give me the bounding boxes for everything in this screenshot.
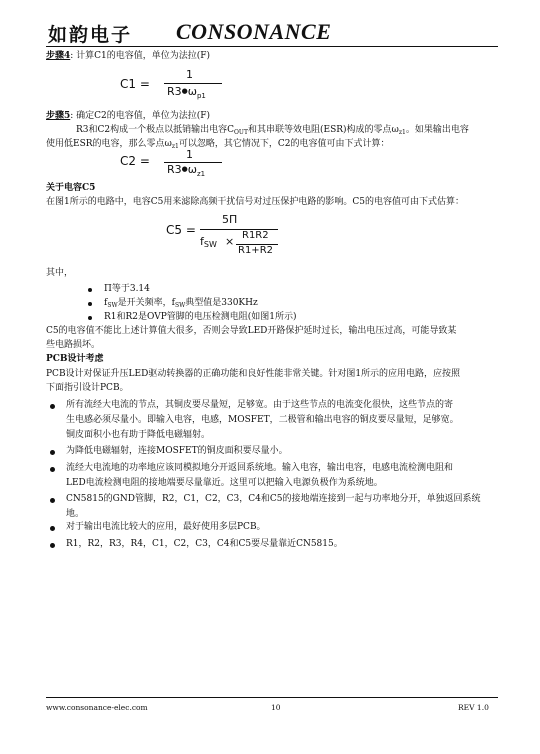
- eq1-den-sub: p1: [196, 92, 206, 100]
- text-run: 典型值是330KHz: [185, 298, 258, 308]
- eq2-den-omega: ω: [187, 163, 197, 176]
- subscript: z1: [171, 143, 179, 150]
- eq2-den-sub: z1: [196, 170, 206, 178]
- bullet-icon: [88, 288, 92, 292]
- text-run: f: [200, 235, 204, 248]
- pcb-bullet-3-line1: 流经大电流地的功率地应该同模拟地分开返回系统地。输入电容，输出电容，电感电流检测电阻和: [66, 463, 454, 473]
- text-run: 。如果输出电容: [405, 125, 469, 135]
- eq1-den-r3: R3: [167, 85, 182, 98]
- dot-operator-icon: ●: [181, 87, 188, 95]
- pcb-bullet-3-line2: LED电流检测电阻的接地端要尽量靠近。这里可以把输入电源负极作为系统地。: [66, 478, 383, 488]
- eq2-lhs: C2 =: [120, 154, 150, 168]
- eq3-numerator: 5Π: [222, 213, 238, 226]
- footer-revision: REV 1.0: [458, 703, 489, 712]
- subscript: SW: [174, 302, 186, 309]
- brand-english-name: CONSONANCE: [176, 19, 332, 44]
- text-run: f: [104, 298, 108, 308]
- pcb-bullet-1-line1: 所有流经大电流的节点，其铜皮要尽量短，足够宽。由于这些节点的电流变化很快，这些节点的寄: [66, 400, 454, 410]
- footer-url[interactable]: www.consonance-elec.com: [46, 703, 148, 712]
- pcb-bullet-4-line1: CN5815的GND管脚，R2，C1，C2，C3，C4和C5的接地端连接到一起与功率地分开，单独返回系统: [66, 494, 481, 504]
- bullet-icon: [50, 404, 55, 409]
- eq2-denominator: [167, 163, 205, 178]
- eq2-numerator: 1: [186, 148, 193, 161]
- step5-label: 步骤5: [46, 111, 71, 121]
- eq1-lhs: C1 =: [120, 77, 150, 91]
- eq1-numerator: 1: [186, 68, 193, 81]
- eq2-den-r3: R3: [167, 163, 182, 176]
- pcb-intro-line1: PCB设计对保证升压LED驱动转换器的正确功能和良好性能非常关键。针对图1所示的应用电路，应按照: [46, 369, 461, 379]
- where-item-3: R1和R2是OVP管脚的电压检测电阻(如图1所示): [104, 312, 297, 322]
- bullet-icon: [88, 302, 92, 306]
- pcb-bullet-2-line1: 为降低电磁辐射，连接MOSFET的铜皮面积要尽量小。: [66, 446, 288, 456]
- subscript: z1: [398, 129, 406, 136]
- pcb-bullet-1-line3: 铜皮面积小也有助于降低电磁辐射。: [66, 430, 211, 440]
- equation-c2: [120, 150, 270, 186]
- equation-c5: [166, 213, 306, 261]
- text-run: 使用低ESR的电容，那么零点ω: [46, 139, 172, 149]
- dot-operator-icon: ●: [181, 165, 188, 173]
- pcb-bullet-4-line2: 地。: [66, 509, 85, 519]
- text-run: R3和C2构成一个极点以抵销输出电容C: [76, 125, 235, 135]
- bullet-icon: [50, 450, 55, 455]
- step5-text: : 确定C2的电容值，单位为法拉(F): [70, 111, 211, 121]
- footer-divider: [46, 697, 498, 698]
- bullet-icon: [50, 498, 55, 503]
- pcb-bullet-1-line2: 生电感必须尽量小。即输入电容，电感，MOSFET，二极管和输出电容的铜皮要尽量短，足够宽。: [66, 415, 459, 425]
- eq3-inner-numerator: R1R2: [242, 230, 269, 241]
- pcb-section-title: PCB设计考虑: [46, 354, 104, 364]
- bullet-icon: [50, 467, 55, 472]
- pcb-bullet-5-line1: 对于输出电流比较大的应用，最好使用多层PCB。: [66, 522, 266, 532]
- eq3-lhs: C5 =: [166, 223, 196, 237]
- c5-section-title: 关于电容C5: [46, 183, 96, 193]
- eq3-times: ×: [225, 235, 235, 248]
- brand-chinese-name: 如韵电子: [48, 24, 133, 46]
- text-run: 可以忽略，其它情况下，C2的电容值可由下式计算：: [178, 139, 390, 149]
- page-header: [46, 18, 506, 44]
- eq3-fsw: [200, 235, 217, 249]
- c5-note-line1: C5的电容值不能比上述计算值大很多，否则会导致LED开路保护延时过长，输出电压过高，可能导致某: [46, 326, 457, 336]
- equation-c1: [120, 70, 270, 110]
- footer-page-number: 10: [271, 703, 281, 712]
- eq3-inner-denominator: R1+R2: [238, 245, 273, 256]
- text-run: 和其串联等效电阻(ESR)构成的零点ω: [248, 125, 399, 135]
- step4-label: 步骤4: [46, 51, 71, 61]
- bullet-icon: [50, 543, 55, 548]
- pcb-intro-line2: 下面指引设计PCB。: [46, 383, 129, 393]
- c5-note-line2: 些电路损坏。: [46, 340, 101, 350]
- step4-text: : 计算C1的电容值，单位为法拉(F): [70, 51, 211, 61]
- where-item-1: Π等于3.14: [104, 284, 150, 294]
- step4-line: [46, 49, 210, 64]
- c5-section-para: 在图1所示的电路中，电容C5用来滤除高频干扰信号对过压保护电路的影响。C5的电容值可由下式估算：: [46, 197, 464, 207]
- eq1-denominator: [167, 85, 206, 100]
- eq1-fraction-bar: [164, 83, 222, 84]
- header-divider: [46, 46, 498, 47]
- subscript: SW: [203, 240, 217, 249]
- subscript: OUT: [234, 129, 248, 136]
- where-label: 其中，: [46, 268, 74, 278]
- pcb-bullet-6-line1: R1，R2，R3，R4，C1，C2，C3，C4和C5要尽量靠近CN5815。: [66, 539, 343, 549]
- bullet-icon: [88, 316, 92, 320]
- bullet-icon: [50, 526, 55, 531]
- eq1-den-omega: ω: [187, 85, 197, 98]
- text-run: 是开关频率，f: [117, 298, 175, 308]
- step5-line: [46, 109, 210, 124]
- subscript: SW: [107, 302, 118, 309]
